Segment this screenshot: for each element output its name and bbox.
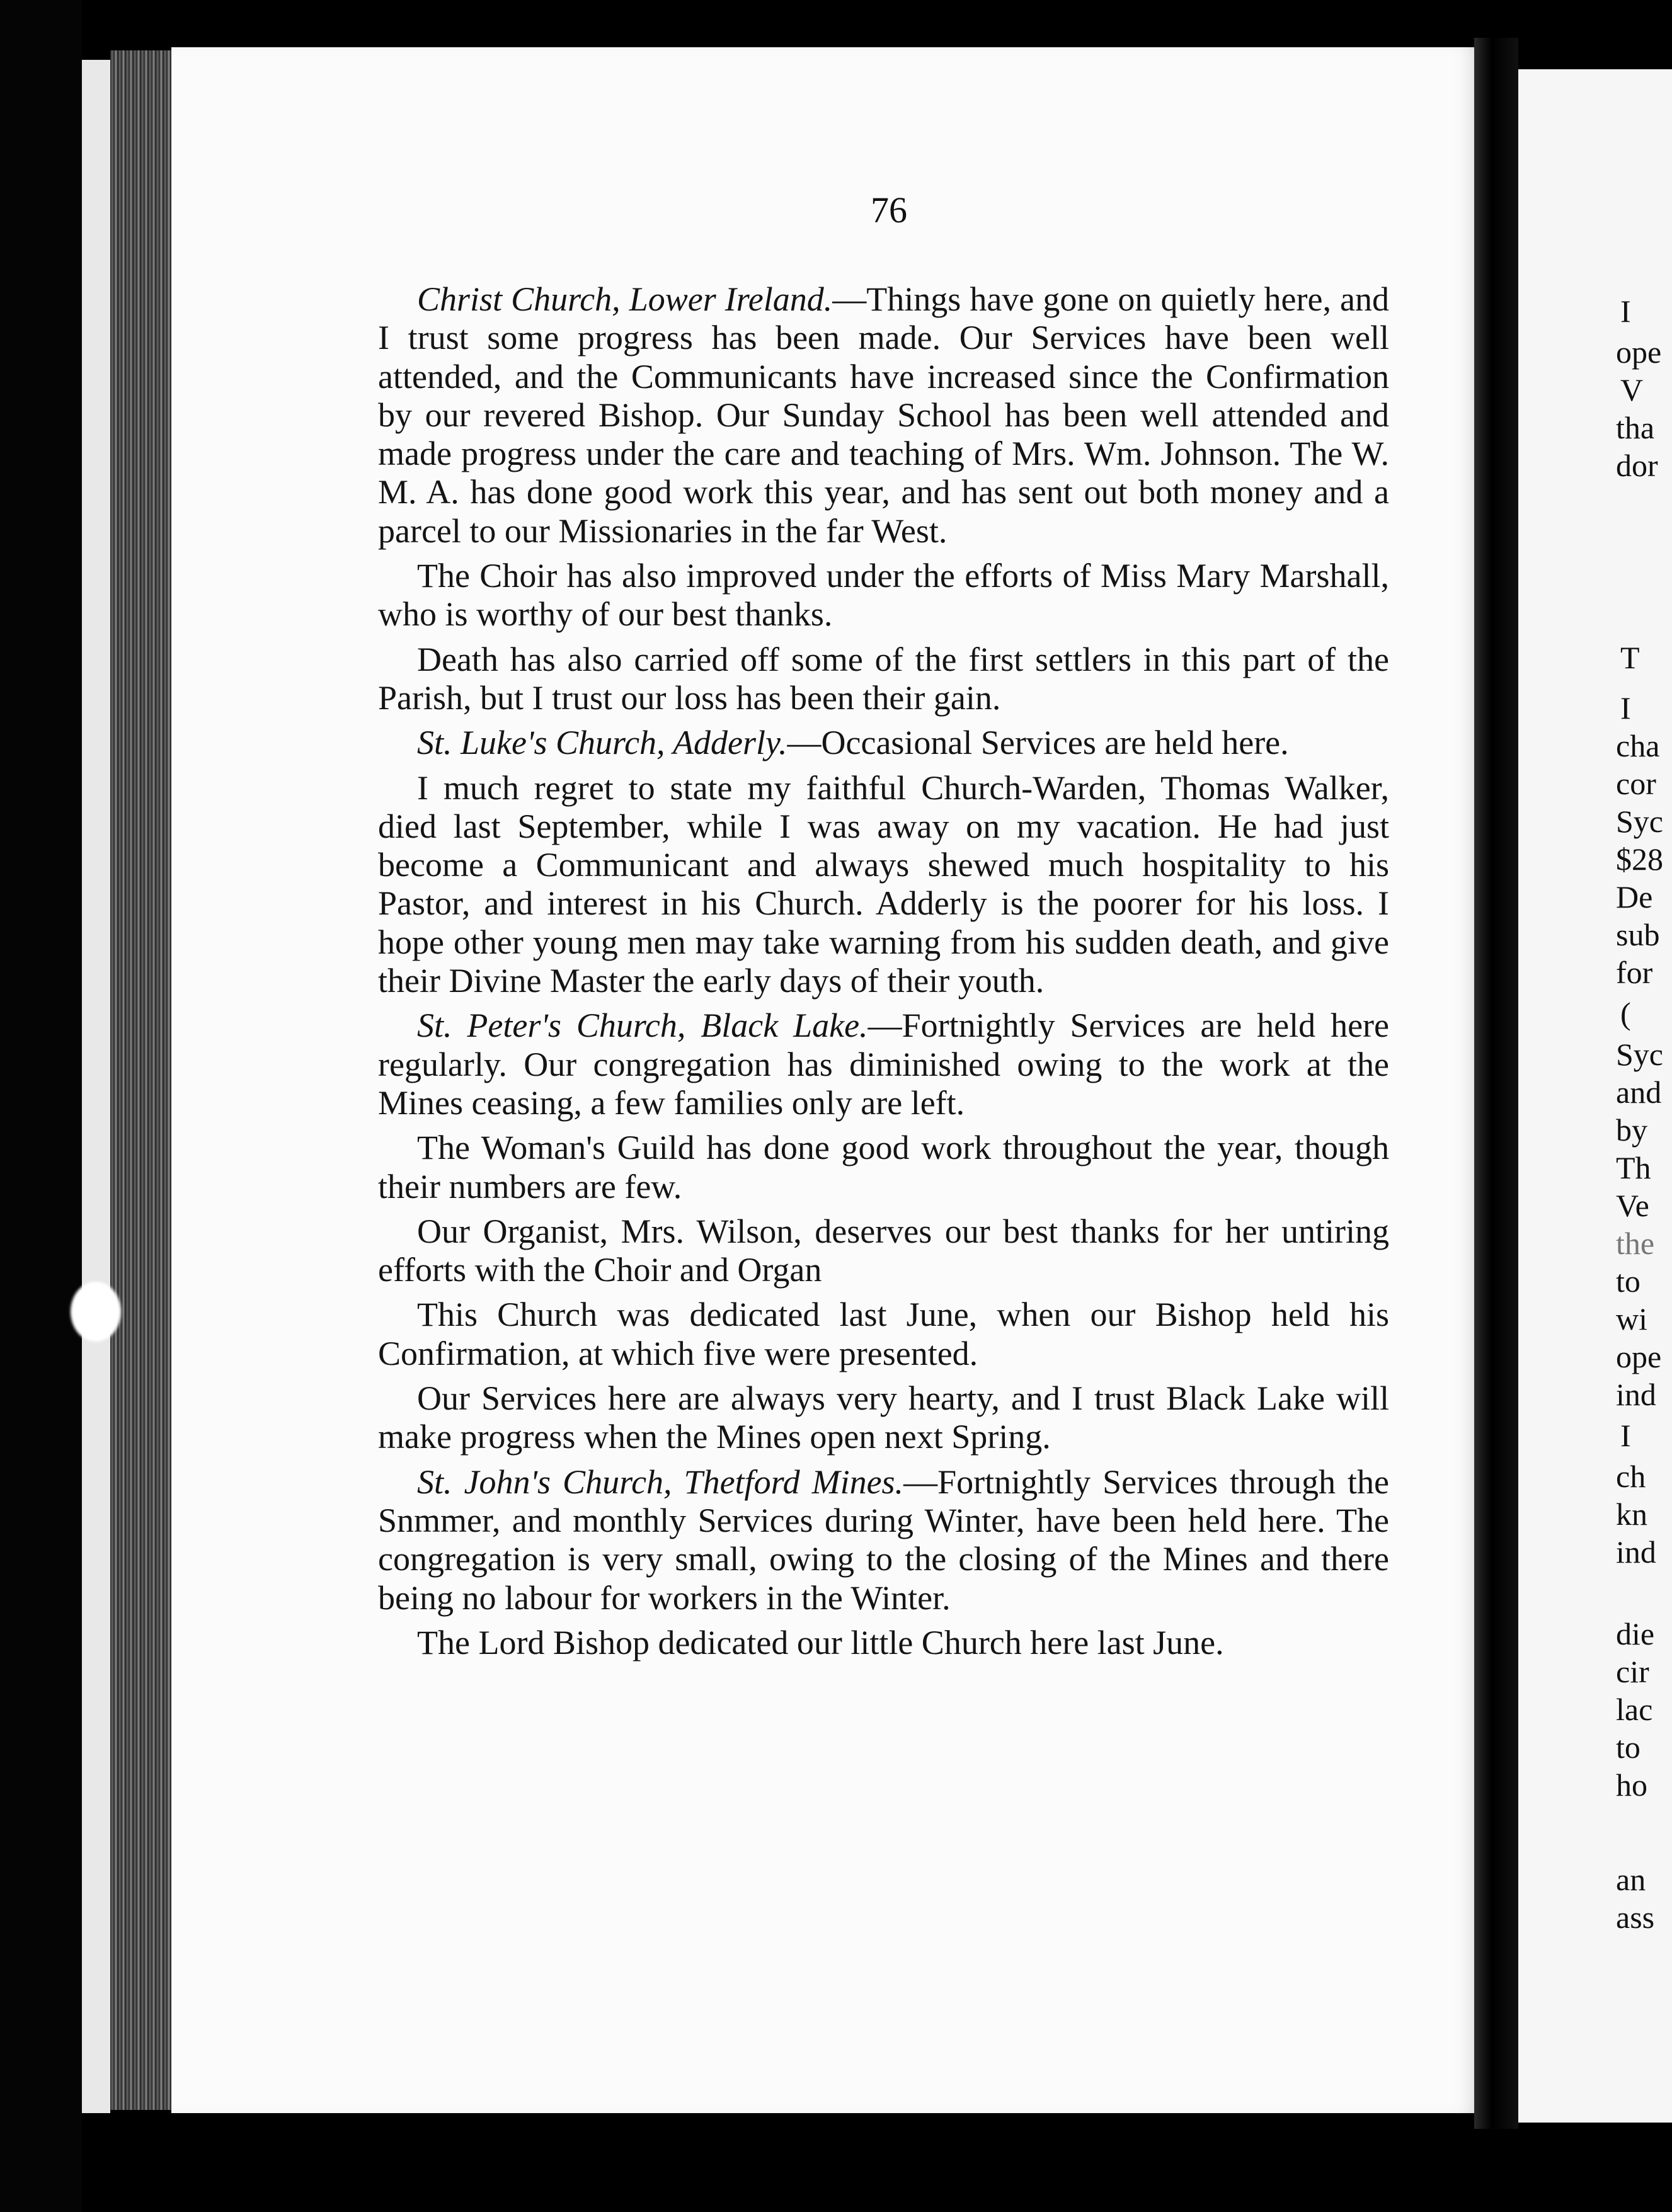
paragraph-text: This Church was dedicated last June, when our Bishop held his Confirmation, at which five were presented. [378,1296,1389,1372]
facing-page-fragment: to [1616,1730,1641,1765]
paragraph-text: —Fortnightly Services through the Snmmer, and monthly Services during Winter, have been held here. The congregation is very small, owing to the closing of the Mines and there being no labour for workers in the Winter. [378,1462,1390,1617]
facing-page-fragment: Syc [1616,804,1663,839]
paragraph-text: —Occasional Services are held here. [787,724,1289,762]
paragraph [378,1212,1389,1290]
paragraph [378,280,1389,550]
book-binding-edge [110,50,173,2110]
page-body-text [378,280,1389,1668]
facing-page-fragment: I [1620,1418,1631,1453]
paragraph-text: —Fortnightly Services are held here regularly. Our congregation has diminished owing to the work at the Mines ceasing, a few families only are left. [378,1006,1389,1122]
facing-page-fragment: ch [1616,1459,1646,1494]
paragraph [378,557,1389,634]
scan-background-left [0,0,82,2212]
paragraph-text: Death has also carried off some of the first settlers in this part of the Parish, but I trust our loss has been their gain. [378,640,1389,717]
paper-damage-spot [71,1282,121,1342]
facing-page-fragment: V [1620,372,1644,408]
facing-page-fragment: the [1616,1226,1655,1261]
facing-page-fragment: I [1620,294,1631,329]
facing-page-fragment: for [1616,955,1653,990]
facing-page-fragment: ho [1616,1767,1647,1803]
facing-page-fragment: ass [1616,1900,1655,1935]
facing-page-fragment: kn [1616,1497,1647,1532]
paragraph-text: The Woman's Guild has done good work throughout the year, though their numbers are few. [378,1129,1389,1206]
page-edge-strip [82,60,110,2113]
facing-page-fragment: cha [1616,728,1660,763]
facing-page-fragment: ( [1620,996,1631,1031]
paragraph [378,1624,1389,1662]
facing-page-fragment: tha [1616,410,1655,445]
facing-page-fragment: lac [1616,1692,1653,1727]
facing-page-fragment: De [1616,879,1653,915]
facing-page-fragment: wi [1616,1301,1647,1337]
paragraph-text: The Lord Bishop dedicated our little Church here last June. [417,1623,1224,1662]
paragraph-heading: St. Luke's Church, Adderly. [417,724,787,762]
facing-page-fragment: $28 [1616,841,1663,877]
paragraph [378,1463,1389,1617]
facing-page-fragment: ind [1616,1534,1656,1570]
paragraph-text: I much regret to state my faithful Church-Warden, Thomas Walker, died last September, while I was away on my vacation. He had just become a Communicant and always shewed much hospitality to his Pastor, and interest in his Church. Adderly is the poorer for his loss. I hope other young men may take warning from his sudden death, and give their Divine Master the early days of their youth. [378,768,1389,1000]
paragraph [378,1006,1389,1122]
paragraph [378,1296,1389,1373]
facing-page-fragment: ope [1616,334,1662,370]
facing-page-fragment: cir [1616,1654,1649,1689]
facing-page-fragment: T [1620,640,1640,675]
facing-page-fragment: Syc [1616,1037,1663,1072]
facing-page-fragment: ind [1616,1377,1656,1412]
paragraph-heading: St. Peter's Church, Black Lake. [417,1006,868,1045]
facing-page-fragment: to [1616,1263,1641,1299]
paragraph [378,641,1389,718]
facing-page-fragment: by [1616,1112,1647,1148]
facing-page-fragment: an [1616,1862,1646,1897]
paragraph-text: The Choir has also improved under the efforts of Miss Mary Marshall, who is worthy of our best thanks. [378,557,1389,634]
facing-page-fragment: and [1616,1075,1662,1110]
paragraph-text: Our Organist, Mrs. Wilson, deserves our best thanks for her untiring efforts with the Choir and Organ [378,1212,1389,1289]
facing-page-fragment: Th [1616,1150,1651,1185]
facing-page-fragment: Ve [1616,1188,1649,1223]
paragraph-heading: Christ Church, Lower Ireland. [417,280,833,318]
facing-page-fragment: dor [1616,448,1658,483]
paragraph [378,724,1389,762]
paragraph-heading: St. John's Church, Thetford Mines. [417,1462,904,1501]
facing-page-fragment: die [1616,1616,1655,1651]
facing-page-fragment: ope [1616,1339,1662,1374]
facing-page [1518,69,1672,2123]
page-number: 76 [871,190,907,231]
paragraph [378,1129,1389,1206]
facing-page-fragment: cor [1616,766,1656,801]
paragraph [378,769,1389,1001]
book-gutter [1474,38,1518,2129]
facing-page-fragment: I [1620,690,1631,726]
facing-page-fragment: sub [1616,917,1660,952]
paragraph-text: Our Services here are always very hearty, and I trust Black Lake will make progress when the Mines open next Spring. [378,1379,1389,1456]
paragraph [378,1379,1389,1457]
paragraph-text: —Things have gone on quietly here, and I trust some progress has been made. Our Services have been well attended, and the Communicants have increased since the Confirmation by our revered Bishop. Our Sunday School has been well attended and made progress under the care and teaching of Mrs. Wm. Johnson. The W. M. A. has done good work this year, and has sent out both money and a parcel to our Missionaries in the far West. [378,280,1389,550]
